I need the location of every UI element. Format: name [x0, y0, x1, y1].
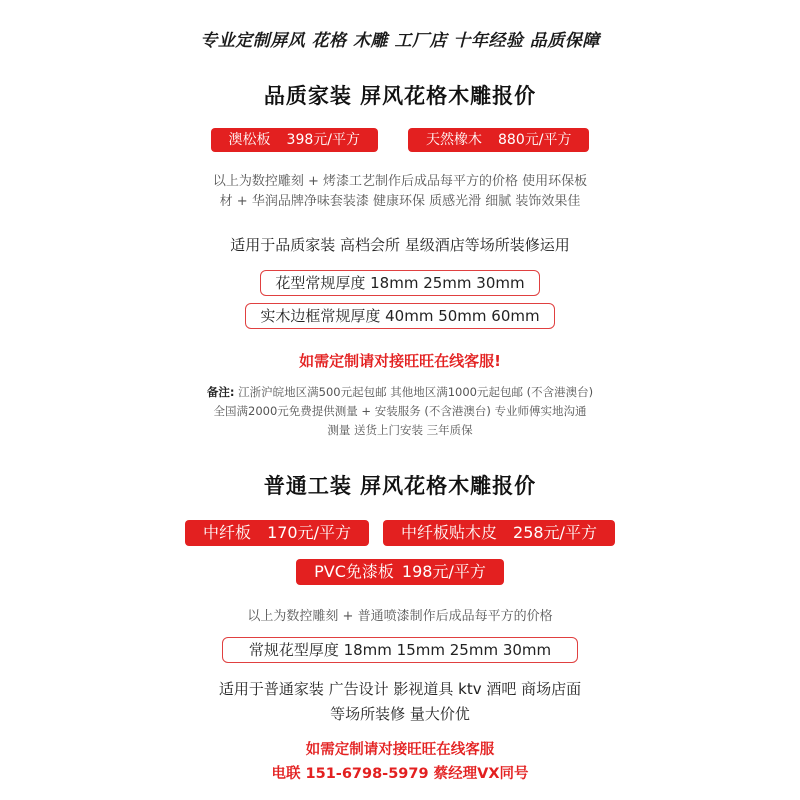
- price-tag-value: 198元/平方: [401, 562, 486, 581]
- note-line-3: 测量 送货上门安装 三年质保: [327, 423, 473, 437]
- price-tag-name: 中纤板: [203, 523, 252, 542]
- commercial-usage-line-2: 等场所装修 量大价优: [330, 705, 470, 723]
- home-price-row: [0, 128, 800, 152]
- commercial-price-row-2: [0, 559, 800, 585]
- home-desc-line-1: 以上为数控雕刻 + 烤漆工艺制作后成品每平方的价格 使用环保板: [212, 174, 588, 189]
- price-tag-name: 中纤板贴木皮: [401, 523, 498, 542]
- commercial-desc: 以上为数控雕刻 + 普通喷漆制作后成品每平方的价格: [247, 609, 553, 624]
- note-label: 备注:: [206, 385, 235, 399]
- home-spec-row-1: [0, 270, 800, 296]
- commercial-cta-line-2: 电联 151-6798-5979 蔡经理VX同号: [271, 766, 529, 782]
- price-tag-value: 170元/平方: [267, 523, 351, 542]
- spec-pattern-thickness: 花型常规厚度 18mm 25mm 30mm: [260, 270, 539, 296]
- spec-frame-thickness: 实木边框常规厚度 40mm 50mm 60mm: [245, 303, 554, 329]
- home-usage: 适用于品质家装 高档会所 星级酒店等场所装修运用: [230, 236, 570, 254]
- price-tag-name: 澳松板: [228, 132, 271, 148]
- spec-commercial-thickness: 常规花型厚度 18mm 15mm 25mm 30mm: [222, 637, 578, 663]
- commercial-section-title: 普通工装 屏风花格木雕报价: [263, 474, 537, 498]
- price-tag-name: PVC免漆板: [314, 562, 394, 581]
- note-line-2: 全国满2000元免费提供测量 + 安装服务 (不含港澳台) 专业师傅实地沟通: [213, 404, 587, 418]
- home-section-title: 品质家装 屏风花格木雕报价: [263, 84, 537, 108]
- price-tag-value: 398元/平方: [286, 132, 360, 148]
- note-line-1: [0, 383, 800, 402]
- home-spec-row-2: [0, 303, 800, 329]
- top-banner: 专业定制屏风 花格 木雕 工厂店 十年经验 品质保障: [200, 31, 600, 51]
- price-tag-mdf-veneer: [383, 520, 615, 546]
- note-text: 江浙沪皖地区满500元起包邮 其他地区满1000元起包邮 (不含港澳台): [238, 385, 594, 399]
- price-tag-mdf: [185, 520, 369, 546]
- home-cta: 如需定制请对接旺旺在线客服!: [299, 352, 501, 370]
- commercial-usage-line-1: 适用于普通家装 广告设计 影视道具 ktv 酒吧 商场店面: [218, 680, 582, 698]
- price-tag-pvc: [296, 559, 504, 585]
- price-tag-value: 880元/平方: [498, 132, 572, 148]
- price-tag-name: 天然橡木: [426, 132, 482, 148]
- price-tag-value: 258元/平方: [513, 523, 597, 542]
- home-desc-line-2: 材 + 华润品牌净味套装漆 健康环保 质感光滑 细腻 装饰效果佳: [219, 194, 581, 209]
- commercial-spec-row: [0, 637, 800, 663]
- commercial-cta-line-1: 如需定制请对接旺旺在线客服: [305, 742, 495, 758]
- price-tag-pine-board: [211, 128, 378, 152]
- commercial-price-row-1: [0, 520, 800, 546]
- price-tag-oak: [408, 128, 589, 152]
